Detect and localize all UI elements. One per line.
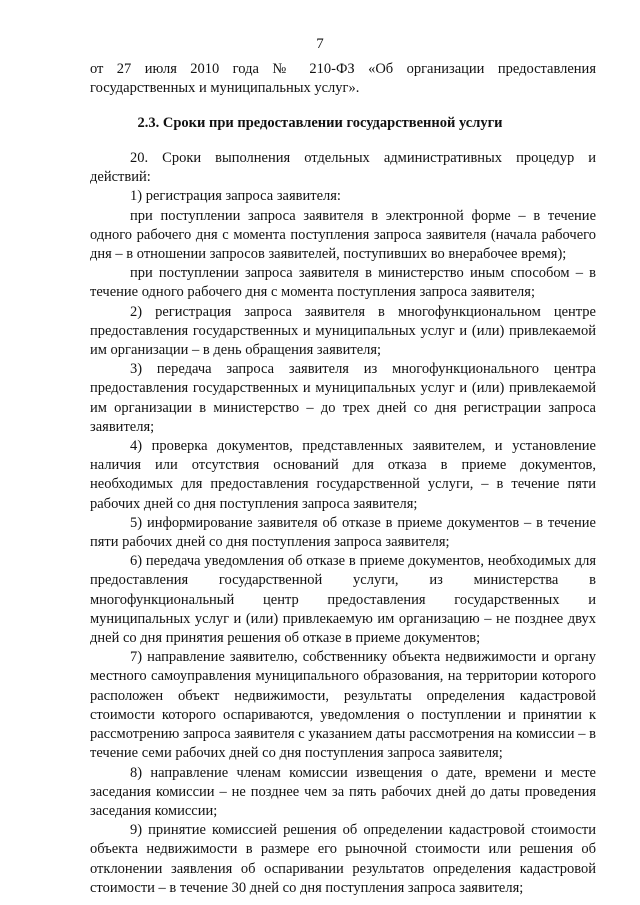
intro-text: от 27 июля 2010 года № 210-ФЗ «Об организации предоставления государственных и муниципальных услуг». <box>90 61 596 97</box>
paragraph: 2) регистрация запроса заявителя в многофункциональном центре предоставления государственных и муниципальных услуг и (или) привлекаемой им организации – в день обращения заявителя; <box>90 303 596 359</box>
paragraph: 3) передача запроса заявителя из многофункционального центра предоставления государственных и муниципальных услуг и (или) привлекаемой им организации в министерство – до трех дней со дня регистрации запроса заявителя; <box>90 361 596 435</box>
paragraph: при поступлении запроса заявителя в министерство иным способом – в течение одного рабочего дня с момента поступления запроса заявителя; <box>90 265 596 301</box>
page-number: 7 <box>316 36 324 52</box>
paragraph: при поступлении запроса заявителя в электронной форме – в течение одного рабочего дня с момента поступления запроса заявителя (начала рабочего дня – в отношении запросов заявителей, поступивших во внерабочее время); <box>90 207 596 263</box>
paragraph: 20. Сроки выполнения отдельных административных процедур и действий: <box>90 150 596 186</box>
section-content <box>90 149 596 898</box>
paragraph: 8) направление членам комиссии извещения о дате, времени и месте заседания комиссии – не позднее чем за пять рабочих дней до даты проведения заседания комиссии; <box>90 764 596 819</box>
paragraph: 6) передача уведомления об отказе в приеме документов, необходимых для предоставления государственной услуги, из министерства в многофункциональный центр предоставления государственных и муниципальных услуг и (или) привлекаемую им организацию – не позднее двух дней со дня принятия решения об отказе в приеме документов; <box>90 553 596 647</box>
paragraph: 1) регистрация запроса заявителя: <box>130 188 341 205</box>
paragraph: 9) принятие комиссией решения об определении кадастровой стоимости объекта недвижимости в размере его рыночной стоимости или решения об отклонении заявления об оспаривании результатов определения кадастровой стоимости – в течение 30 дней со дня поступления запроса заявителя; <box>90 822 596 896</box>
paragraph: 5) информирование заявителя об отказе в приеме документов – в течение пяти рабочих дней со дня поступления запроса заявителя; <box>90 514 596 551</box>
paragraph: 4) проверка документов, представленных заявителем, и установление наличия или отсутствия оснований для отказа в приеме документов, необходимых для предоставления государственной услуги, – в течение пяти рабочих дней со дня поступления запроса заявителя; <box>90 438 596 512</box>
paragraph: 7) направление заявителю, собственнику объекта недвижимости и органу местного самоуправления муниципального образования, на территории которого расположен объект недвижимости, результаты определения кадастровой стоимости которого оспариваются, уведомления о поступлении и принятии к рассмотрению запроса заявителя с указанием даты рассмотрения на комиссии – в течение семи рабочих дней со дня поступления запроса заявителя; <box>90 649 596 762</box>
section-title: 2.3. Сроки при предоставлении государственной услуги <box>137 115 503 131</box>
